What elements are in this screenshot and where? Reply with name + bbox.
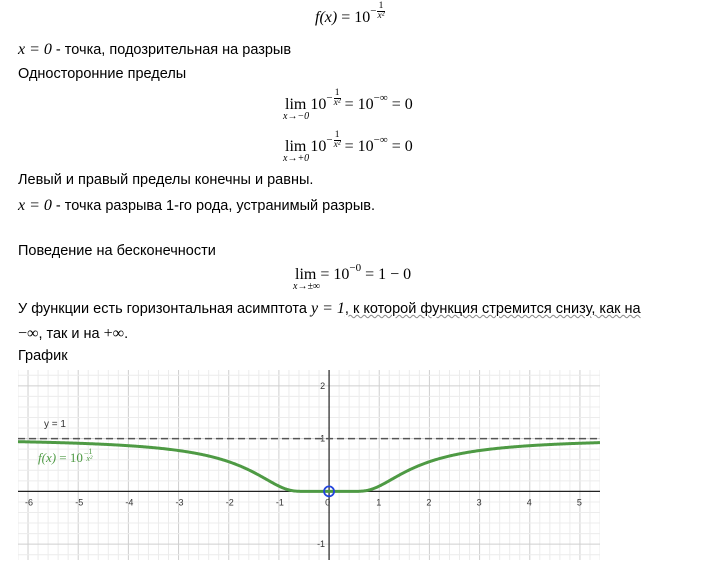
limit-left-end: = 0 [387,96,413,113]
asymptote-label: y = 1 [44,419,66,430]
limit-left-result-sup: −∞ [373,92,388,104]
function-label-num: 1 [88,447,93,456]
limit-left-den: x² [333,97,341,108]
line4-text: - точка разрыва 1-го рода, устранимый разрыв. [51,198,375,214]
limit-infinity [293,262,412,292]
function-label-eq: = 10 [56,450,83,465]
limit-right-result-sup: −∞ [373,134,388,146]
line6-text-a: У функции есть горизонтальная асимптота [18,301,311,317]
x-tick-label: 3 [476,497,482,508]
x-tick-label: -4 [125,497,134,508]
function-graph[interactable] [18,370,600,560]
line-infinity-heading: Поведение на бесконечности [18,243,216,259]
limit-right-den: x² [333,139,341,150]
line7-math-a: −∞ [18,325,39,342]
limit-inf-mid: = 10 [316,266,350,283]
line-limits-equal: Левый и правый пределы конечны и равны. [18,172,314,188]
line7-math-b: +∞ [103,325,125,342]
x-tick-label: 0 [325,497,331,508]
x-tick-label: -1 [275,497,284,508]
function-label-fx: f(x) [38,450,57,465]
function-label-den: x² [86,454,93,463]
x-tick-label: 1 [376,497,382,508]
limit-left-num: 1 [334,87,340,98]
x-tick-label: -3 [175,497,184,508]
line7-text-b: . [124,326,129,342]
limit-right-base: 10 [310,138,327,155]
limit-left-sub: x→−0 [283,111,310,122]
limit-inf-end: = 1 − 0 [361,266,412,283]
x-tick-label: -6 [25,497,34,508]
limit-left-lim: lim [285,96,307,113]
line6-math: y = 1 [310,300,345,317]
line-discontinuity-type [18,197,375,215]
x-tick-label: -5 [75,497,84,508]
line-infinities [18,325,128,343]
y-tick-label: 2 [320,380,326,391]
line1-math: x = 0 [18,41,52,58]
line-graph-heading: График [18,348,68,364]
limit-right-result: = 10 [340,138,374,155]
x-tick-label: -2 [225,497,234,508]
limit-right-sub: x→+0 [283,153,310,164]
limit-right-lim: lim [285,138,307,155]
line7-text-a: , так и на [38,326,104,342]
line-one-sided-heading: Односторонние пределы [18,66,187,82]
limit-inf-sup: −0 [349,262,362,274]
limit-right-end: = 0 [387,138,413,155]
x-tick-label: 5 [576,497,582,508]
limit-right: lim x→+0 $10^{- \frac{1}{\text{x²}}}$ = 10−∞ = 0 [283,129,413,164]
header-eq: = 10 [337,9,371,26]
line4-math: x = 0 [18,197,52,214]
header-fx: f(x) [315,9,338,26]
limit-left-result: = 10 [340,96,374,113]
line-asymptote [18,300,641,318]
y-tick-label: -1 [317,539,326,550]
limit-right-num: 1 [334,129,340,140]
line-suspect-point [18,41,291,59]
header-formula: $f(x) = 10^{- \frac{1}{\text{x²}}}$ [315,0,385,26]
limit-inf-sub: x→±∞ [293,281,321,292]
header-frac-num: 1 [378,0,384,11]
header-frac-den: x² [377,10,385,21]
x-tick-label: 4 [526,497,532,508]
function-label: f(x) = 10−1 x² [38,447,93,465]
limit-inf-lim: lim [295,266,317,283]
limit-left-base: 10 [310,96,327,113]
line1-text: - точка, подозрительная на разрыв [51,42,292,58]
y-tick-label: 1 [320,433,326,444]
x-tick-label: 2 [426,497,432,508]
limit-left: lim x→−0 $10^{- \frac{1}{\text{x²}}}$ = 10−∞ = 0 [283,87,413,122]
line6-text-b: , к которой функция стремится снизу, как на [344,301,641,317]
